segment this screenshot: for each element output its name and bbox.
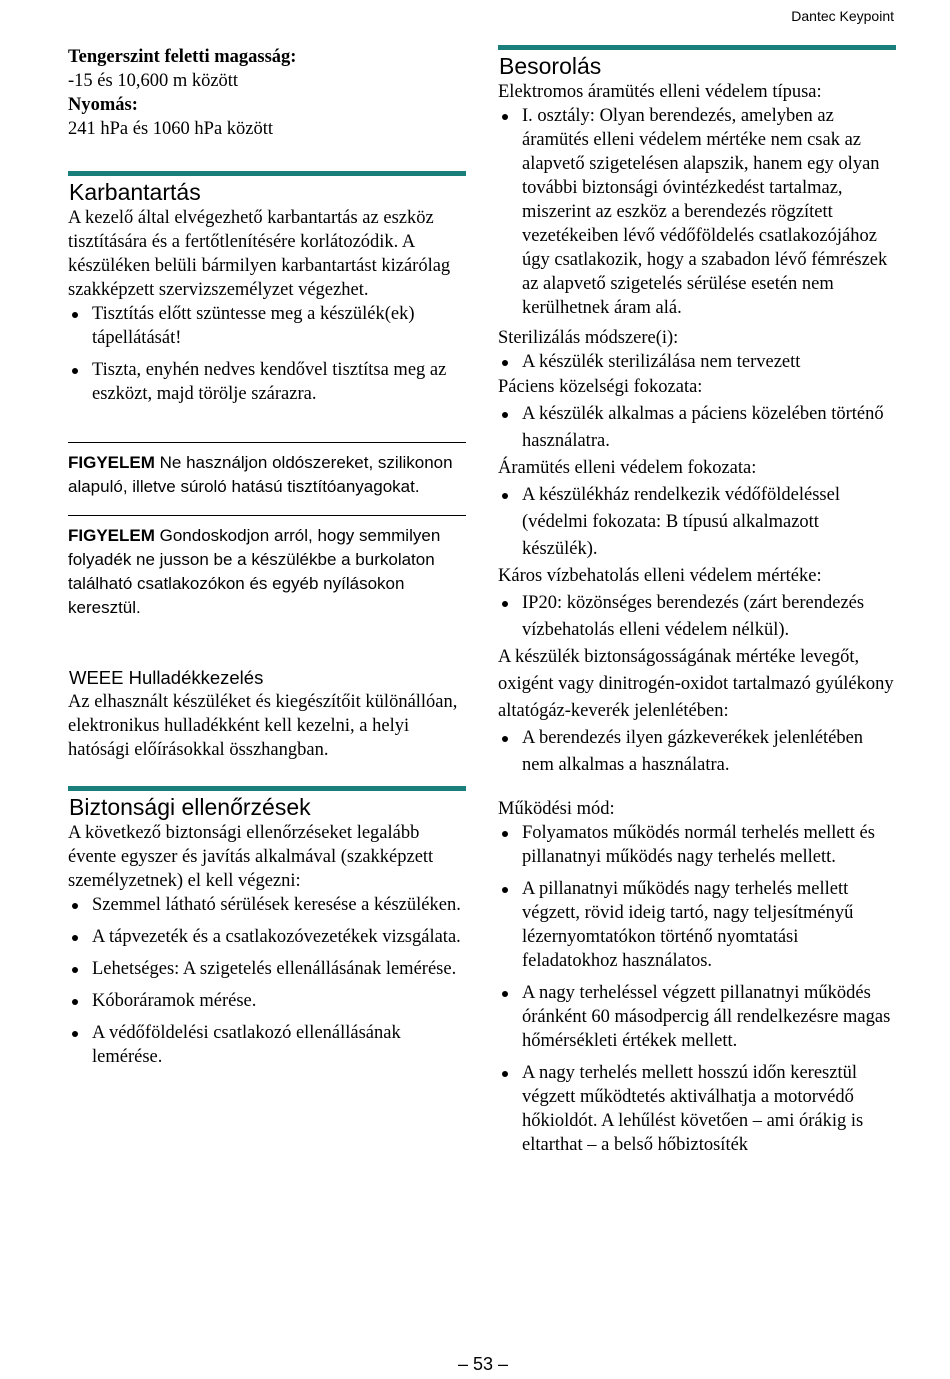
pressure-label: Nyomás: [68,95,138,115]
left-column [68,45,466,1069]
list-item: A védőföldelési csatlakozó ellenállásának lemérése. [68,1021,466,1069]
list-item: Szemmel látható sérülések keresése a készüléken. [68,893,466,917]
maintenance-list [68,302,466,406]
list-item: I. osztály: Olyan berendezés, amelyben az áramütés elleni védelem mértéke nem csak az alapvető szigetelésen alapszik, hanem egy olyan további biztonsági óvintézkedést tartalmaz, miszerint az eszköz a berendezés rögzített vezetékeiben lévő védőföldelés csatlakozójához úgy csatlakozik, hogy a szabadon lévő fémrészek az alapvető szigetelés sérülése esetén nem kerülhetnek áram alá. [498,104,896,320]
water-list [498,590,896,644]
list-item: A készülék alkalmas a páciens közelében történő használatra. [498,401,896,455]
list-item: Tisztítás előtt szüntesse meg a készülék(ek) tápellátását! [68,302,466,350]
sterilization-list [498,350,896,374]
list-item: IP20: közönséges berendezés (zárt berendezés vízbehatolás elleni védelem nélkül). [498,590,896,644]
list-item: Tiszta, enyhén nedves kendővel tisztítsa meg az eszközt, majd törölje szárazra. [68,358,466,406]
shock-type-list [498,104,896,320]
warning-text: Gondoskodjon arról, hogy semmilyen folyadék ne jusson be a készülékbe a burkolaton található csatlakozókon és egyéb nyílásokon keresztül. [68,526,441,617]
page-number: – 53 – [457,1354,509,1374]
mode-list [498,821,896,1157]
mode-label: Működési mód: [498,799,615,819]
warning-label: FIGYELEM [68,526,155,545]
safety-heading: Biztonsági ellenőrzések [69,794,311,820]
warning-box [68,442,466,499]
warning-text: Ne használjon oldószereket, szilikonon alapuló, illetve súroló hatású tisztítóanyagokat. [68,453,453,496]
loose-block [498,374,896,779]
list-item: Kóboráramok mérése. [68,989,466,1013]
list-item: A nagy terheléssel végzett pillanatnyi működés óránként 60 másodpercig áll rendelkezésre magas hőmérsékleti értékek mellett. [498,981,896,1053]
water-label: Káros vízbehatolás elleni védelem mértéke: [498,566,822,586]
right-column [498,45,896,1157]
warning-label: FIGYELEM [68,453,155,472]
list-item: A készülék sterilizálása nem tervezett [498,350,896,374]
maintenance-heading: Karbantartás [69,179,201,205]
anesthetic-list [498,725,896,779]
page-header-brand: Dantec Keypoint [791,8,894,24]
classification-heading: Besorolás [499,53,602,79]
list-item: Lehetséges: A szigetelés ellenállásának lemérése. [68,957,466,981]
list-item: Folyamatos működés normál terhelés mellett és pillanatnyi működés nagy terhelés mellett. [498,821,896,869]
list-item: A tápvezeték és a csatlakozóvezetékek vizsgálata. [68,925,466,949]
anesthetic-label: A készülék biztonságosságának mértéke levegőt, oxigént vagy dinitrogén-oxidot tartalmazó gyúlékony altatógáz-keverék jelenlétében: [498,647,894,721]
safety-body: A következő biztonsági ellenőrzéseket legalább évente egyszer és javítás alkalmával (szakképzett személyzetnek) el kell végezni: [68,823,434,891]
shock-type-label: Elektromos áramütés elleni védelem típusa: [498,82,822,102]
list-item: A nagy terhelés mellett hosszú időn keresztül végzett működtetés aktiválhatja a motorvédő hőkioldót. A lehűlést követően – ami órákig is eltarthat – a belső hőbiztosíték [498,1061,896,1157]
pressure-value: 241 hPa és 1060 hPa között [68,119,274,139]
patient-list [498,401,896,455]
shock-degree-label: Áramütés elleni védelem fokozata: [498,458,757,478]
weee-body: Az elhasznált készüléket és kiegészítőit különállóan, elektronikus hulladékként kell kezelni, a helyi hatósági előírásokkal összhangban. [68,692,458,760]
list-item: A pillanatnyi működés nagy terhelés mellett végzett, rövid ideig tartó, nagy teljesítményű lézernyomtatókon történő nyomtatási feladatokhoz használatos. [498,877,896,973]
section-rule [68,786,466,791]
altitude-label: Tengerszint feletti magasság: [68,47,297,67]
maintenance-body: A kezelő által elvégezhető karbantartás az eszköz tisztítására és a fertőtlenítésére korlátozódik. A készüléken belüli bármilyen karbantartást kizárólag szakképzett szervizszemélyzet végezhet. [68,208,451,300]
list-item: A berendezés ilyen gázkeverékek jelenlétében nem alkalmas a használatra. [498,725,896,779]
warning-box [68,515,466,620]
sterilization-label: Sterilizálás módszere(i): [498,328,679,348]
list-item: A készülékház rendelkezik védőföldeléssel (védelmi fokozata: B típusú alkalmazott készülék). [498,482,896,563]
altitude-value: -15 és 10,600 m között [68,71,239,91]
patient-label: Páciens közelségi fokozata: [498,377,703,397]
weee-heading: WEEE Hulladékkezelés [69,667,264,688]
section-rule [498,45,896,50]
section-rule [68,171,466,176]
safety-list [68,893,466,1069]
shock-degree-list [498,482,896,563]
